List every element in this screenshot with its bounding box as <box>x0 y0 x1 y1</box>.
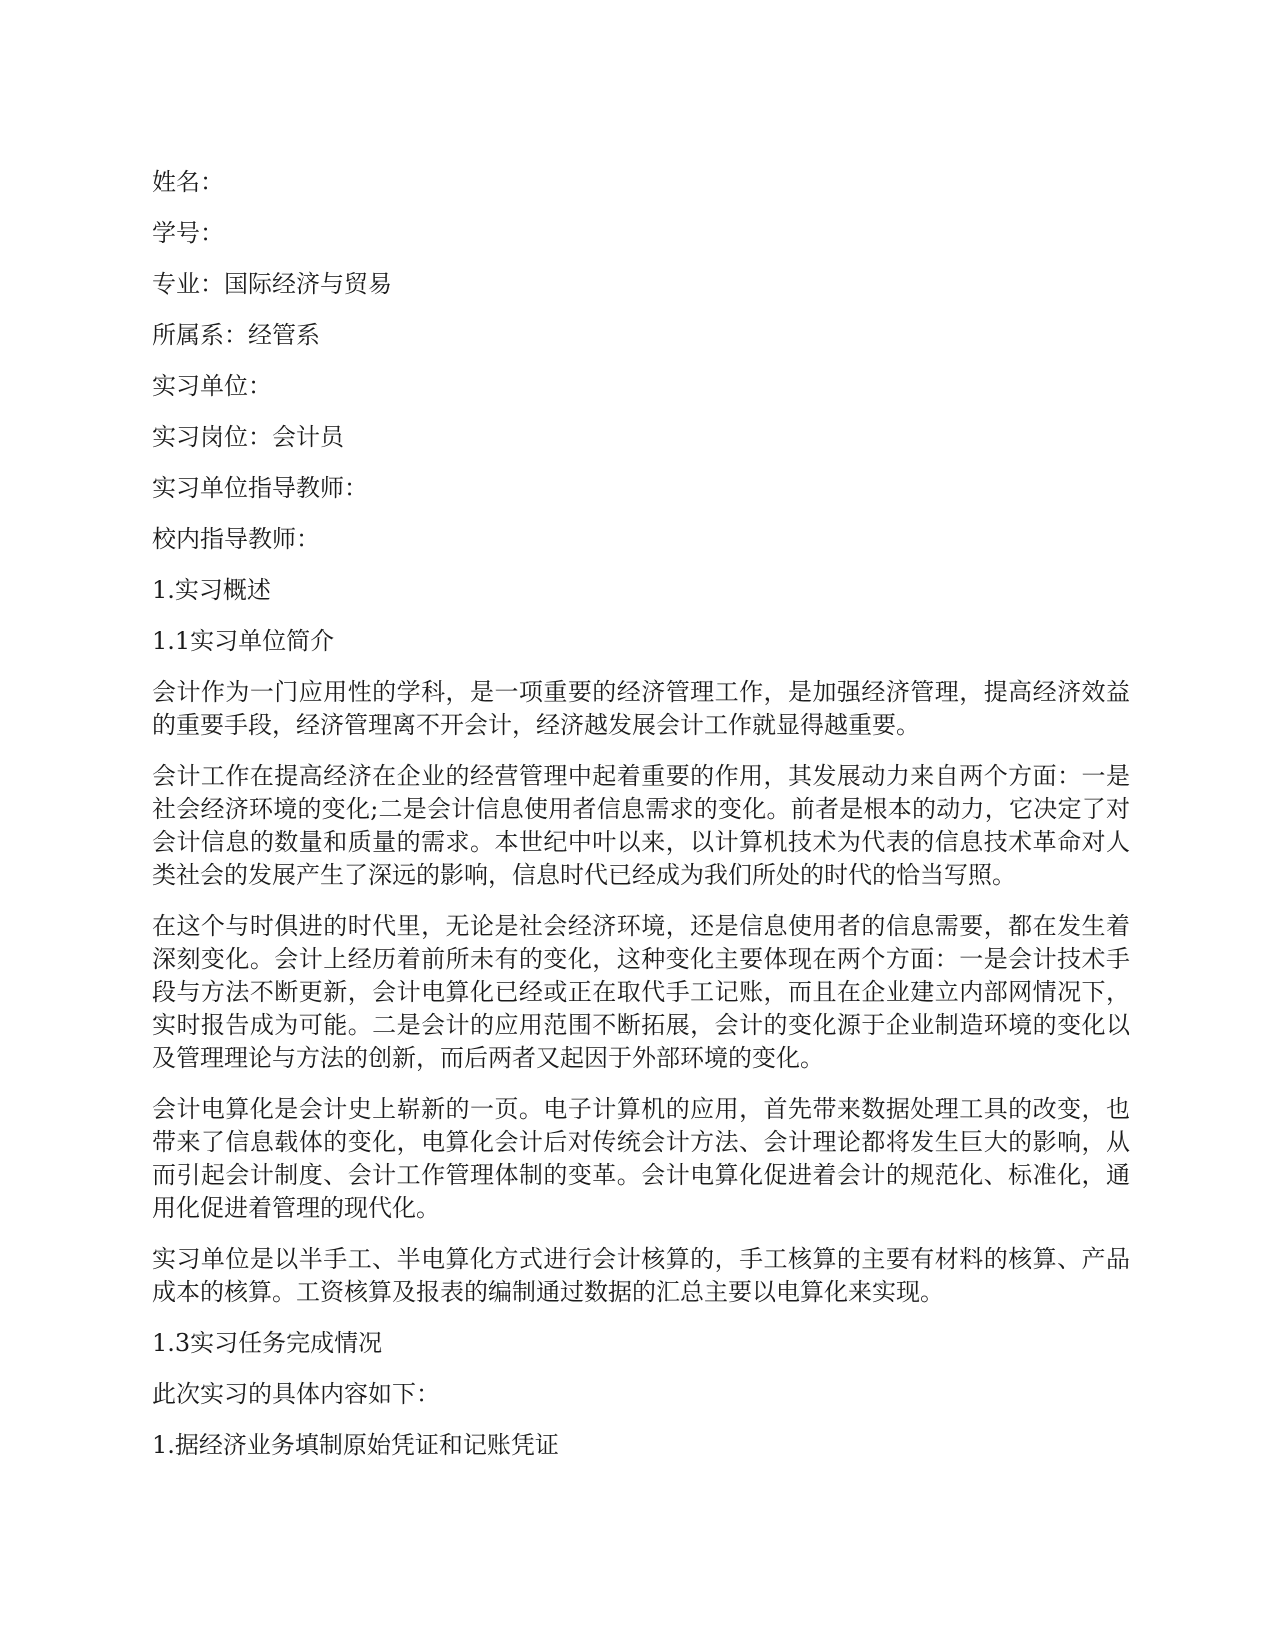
field-student-id <box>152 217 1130 250</box>
paragraph-5: 实习单位是以半手工、半电算化方式进行会计核算的，手工核算的主要有材料的核算、产品成本的核算。工资核算及报表的编制通过数据的汇总主要以电算化来实现。 <box>152 1245 1130 1306</box>
field-department-value: 经管系 <box>248 321 320 349</box>
intro-line: 此次实习的具体内容如下： <box>152 1380 440 1408</box>
paragraph-3: 在这个与时俱进的时代里，无论是社会经济环境，还是信息使用者的信息需要，都在发生着深刻变化。会计上经历着前所未有的变化，这种变化主要体现在两个方面：一是会计技术手段与方法不断更新，会计电算化已经或正在取代手工记账，而且在企业建立内部网情况下，实时报告成为可能。二是会计的应用范围不断拓展，会计的变化源于企业制造环境的变化以及管理理论与方法的创新，而后两者又起因于外部环境的变化。 <box>152 912 1130 1072</box>
field-major <box>152 268 1130 301</box>
list-item-1: 1.据经济业务填制原始凭证和记账凭证 <box>152 1431 559 1459</box>
field-major-label: 专业： <box>152 270 224 298</box>
field-internship-position <box>152 421 1130 454</box>
field-school-supervisor <box>152 523 1130 556</box>
field-department-label: 所属系： <box>152 321 248 349</box>
field-school-supervisor-label: 校内指导教师： <box>152 525 320 553</box>
section-heading-1-3: 1.3实习任务完成情况 <box>152 1329 383 1357</box>
field-internship-unit-label: 实习单位： <box>152 372 272 400</box>
section-heading-1-1: 1.1实习单位简介 <box>152 627 335 655</box>
paragraph-1: 会计作为一门应用性的学科，是一项重要的经济管理工作，是加强经济管理，提高经济效益的重要手段，经济管理离不开会计，经济越发展会计工作就显得越重要。 <box>152 678 1130 739</box>
field-unit-supervisor <box>152 472 1130 505</box>
document-page <box>152 166 1130 1480</box>
field-internship-position-label: 实习岗位： <box>152 423 272 451</box>
field-student-id-label: 学号： <box>152 219 224 247</box>
field-internship-position-value: 会计员 <box>272 423 344 451</box>
field-department <box>152 319 1130 352</box>
section-heading-1: 1.实习概述 <box>152 576 271 604</box>
paragraph-2: 会计工作在提高经济在企业的经营管理中起着重要的作用，其发展动力来自两个方面：一是社会经济环境的变化;二是会计信息使用者信息需求的变化。前者是根本的动力，它决定了对会计信息的数量和质量的需求。本世纪中叶以来，以计算机技术为代表的信息技术革命对人类社会的发展产生了深远的影响，信息时代已经成为我们所处的时代的恰当写照。 <box>152 762 1130 889</box>
field-internship-unit <box>152 370 1130 403</box>
field-unit-supervisor-label: 实习单位指导教师： <box>152 474 368 502</box>
field-major-value: 国际经济与贸易 <box>224 270 392 298</box>
field-name-label: 姓名： <box>152 168 224 196</box>
paragraph-4: 会计电算化是会计史上崭新的一页。电子计算机的应用，首先带来数据处理工具的改变，也带来了信息载体的变化，电算化会计后对传统会计方法、会计理论都将发生巨大的影响，从而引起会计制度、会计工作管理体制的变革。会计电算化促进着会计的规范化、标准化，通用化促进着管理的现代化。 <box>152 1095 1130 1222</box>
field-name <box>152 166 1130 199</box>
